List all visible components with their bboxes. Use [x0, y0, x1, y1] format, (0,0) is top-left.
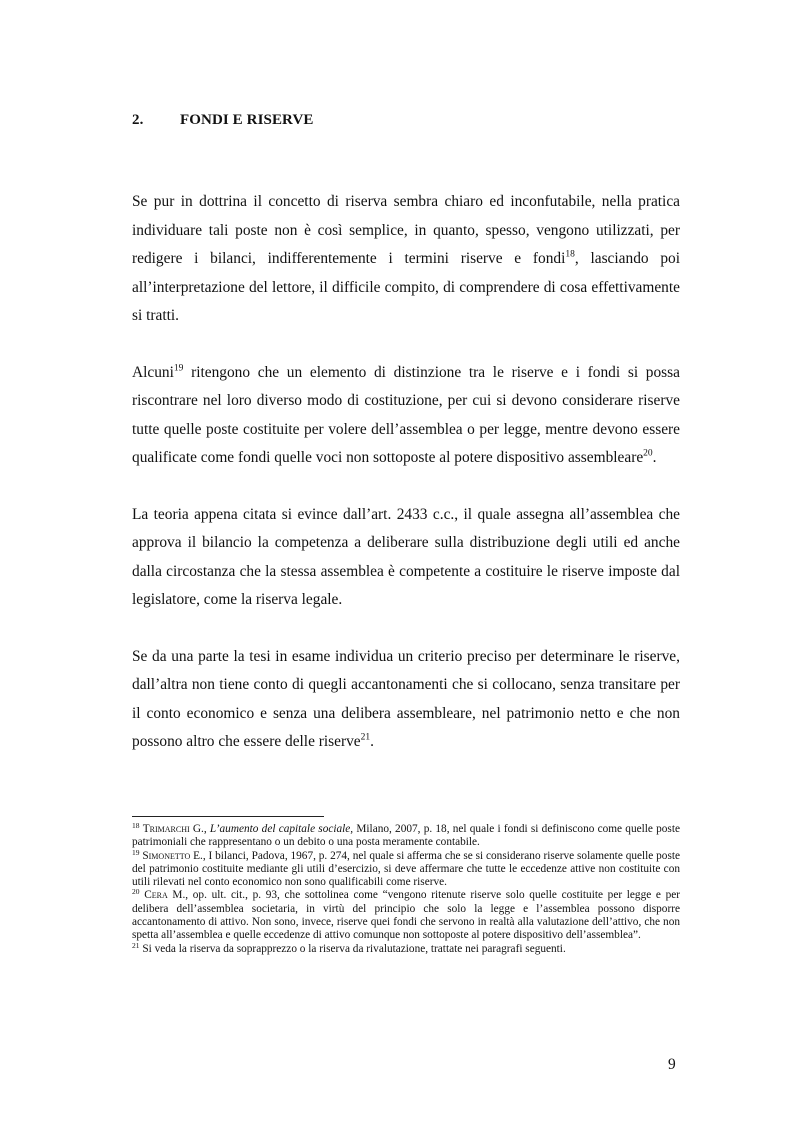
body-text: [132, 188, 680, 785]
paragraph-1: Se pur in dottrina il concetto di riserva sembra chiaro ed inconfutabile, nella pratica individuare tali poste non è così semplice, in quanto, spesso, vengono utilizzati, per redigere i bilanci, indifferentemente i termini riserve e fondi$^{18}$, lasciando poi all’interpretazione del lettore, il difficile compito, di comprendere di cosa effettivamente si tratti.: [132, 193, 680, 324]
footnote-21: $^{21}$ Si veda la riserva da soprapprezzo o la riserva da rivalutazione, trattate nei paragrafi seguenti.: [132, 940, 566, 955]
footnote-20: $^{20}$ Cera M., op. ult. cit., p. 93, che sottolinea come “vengono ritenute riserve solo quelle costituite per legge e per delibera dell’assemblea societaria, in virtù del principio che solo la legge e l’assemblea possono disporre accantonamento di attivo. Non sono, invece, riserve quei fondi che servono in realtà alla valutazione dell’attivo, che non spetta all’assemblea e quelle eccedenze di attivo comunque non sottoposte al potere dispositivo dell’assemblea”.: [132, 887, 681, 942]
section-heading: [132, 112, 314, 129]
footnotes: [132, 820, 681, 956]
footnote-ref-20: 20: [643, 448, 653, 459]
footnote-ref-21: 21: [360, 732, 371, 743]
footnote-ref-19: 19: [173, 362, 184, 373]
section-number: 2.: [132, 112, 144, 128]
paragraph-3: La teoria appena citata si evince dall’art. 2433 c.c., il quale assegna all’assemblea che approva il bilancio la competenza a deliberare sulla distribuzione degli utili ed anche dalla circostanza che la stessa assemblea è competente a costituire le riserve imposte dal legislatore, come la riserva legale.: [132, 505, 680, 608]
page-number: 9: [668, 1056, 676, 1073]
footnote-19: $^{19}$ Simonetto E., I bilanci, Padova, 1967, p. 274, nel quale si afferma che se si considerano riserve solamente quelle poste del patrimonio costituite mediante gli utili d’esercizio, si deve affermare che tutte le eccedenze attive non costituite con utili rilevati nel conto economico non sono qualificabili come riserve.: [132, 847, 680, 889]
footnote-18: $^{18}$ Trimarchi G., L’aumento del capitale sociale, Milano, 2007, p. 18, nel quale i fondi si definiscono come quelle poste patrimoniali che rappresentano o un debito o una posta meramente contabile.: [132, 820, 680, 849]
footnote-separator: [132, 816, 324, 817]
paragraph-4: Se da una parte la tesi in esame individua un criterio preciso per determinare le riserve, dall’altra non tiene conto di quegli accantonamenti che si collocano, senza transitare per il conto economico e senza una delibera assembleare, nel patrimonio netto e che non possono altro che essere delle riserve$^{21}$.: [132, 647, 680, 750]
paragraph-2: Alcuni$^{19}$ ritengono che un elemento di distinzione tra le riserve e i fondi si possa riscontrare nel loro diverso modo di costituzione, per cui si devono considerare riserve tutte quelle poste costituite per volere dell’assemblea o per legge, mentre devono essere qualificate come fondi quelle voci non sottoposte al potere dispositivo assembleare$^{20}$.: [132, 362, 680, 466]
footnote-ref-18: 18: [565, 249, 575, 260]
section-title: FONDI E RISERVE: [180, 112, 314, 128]
